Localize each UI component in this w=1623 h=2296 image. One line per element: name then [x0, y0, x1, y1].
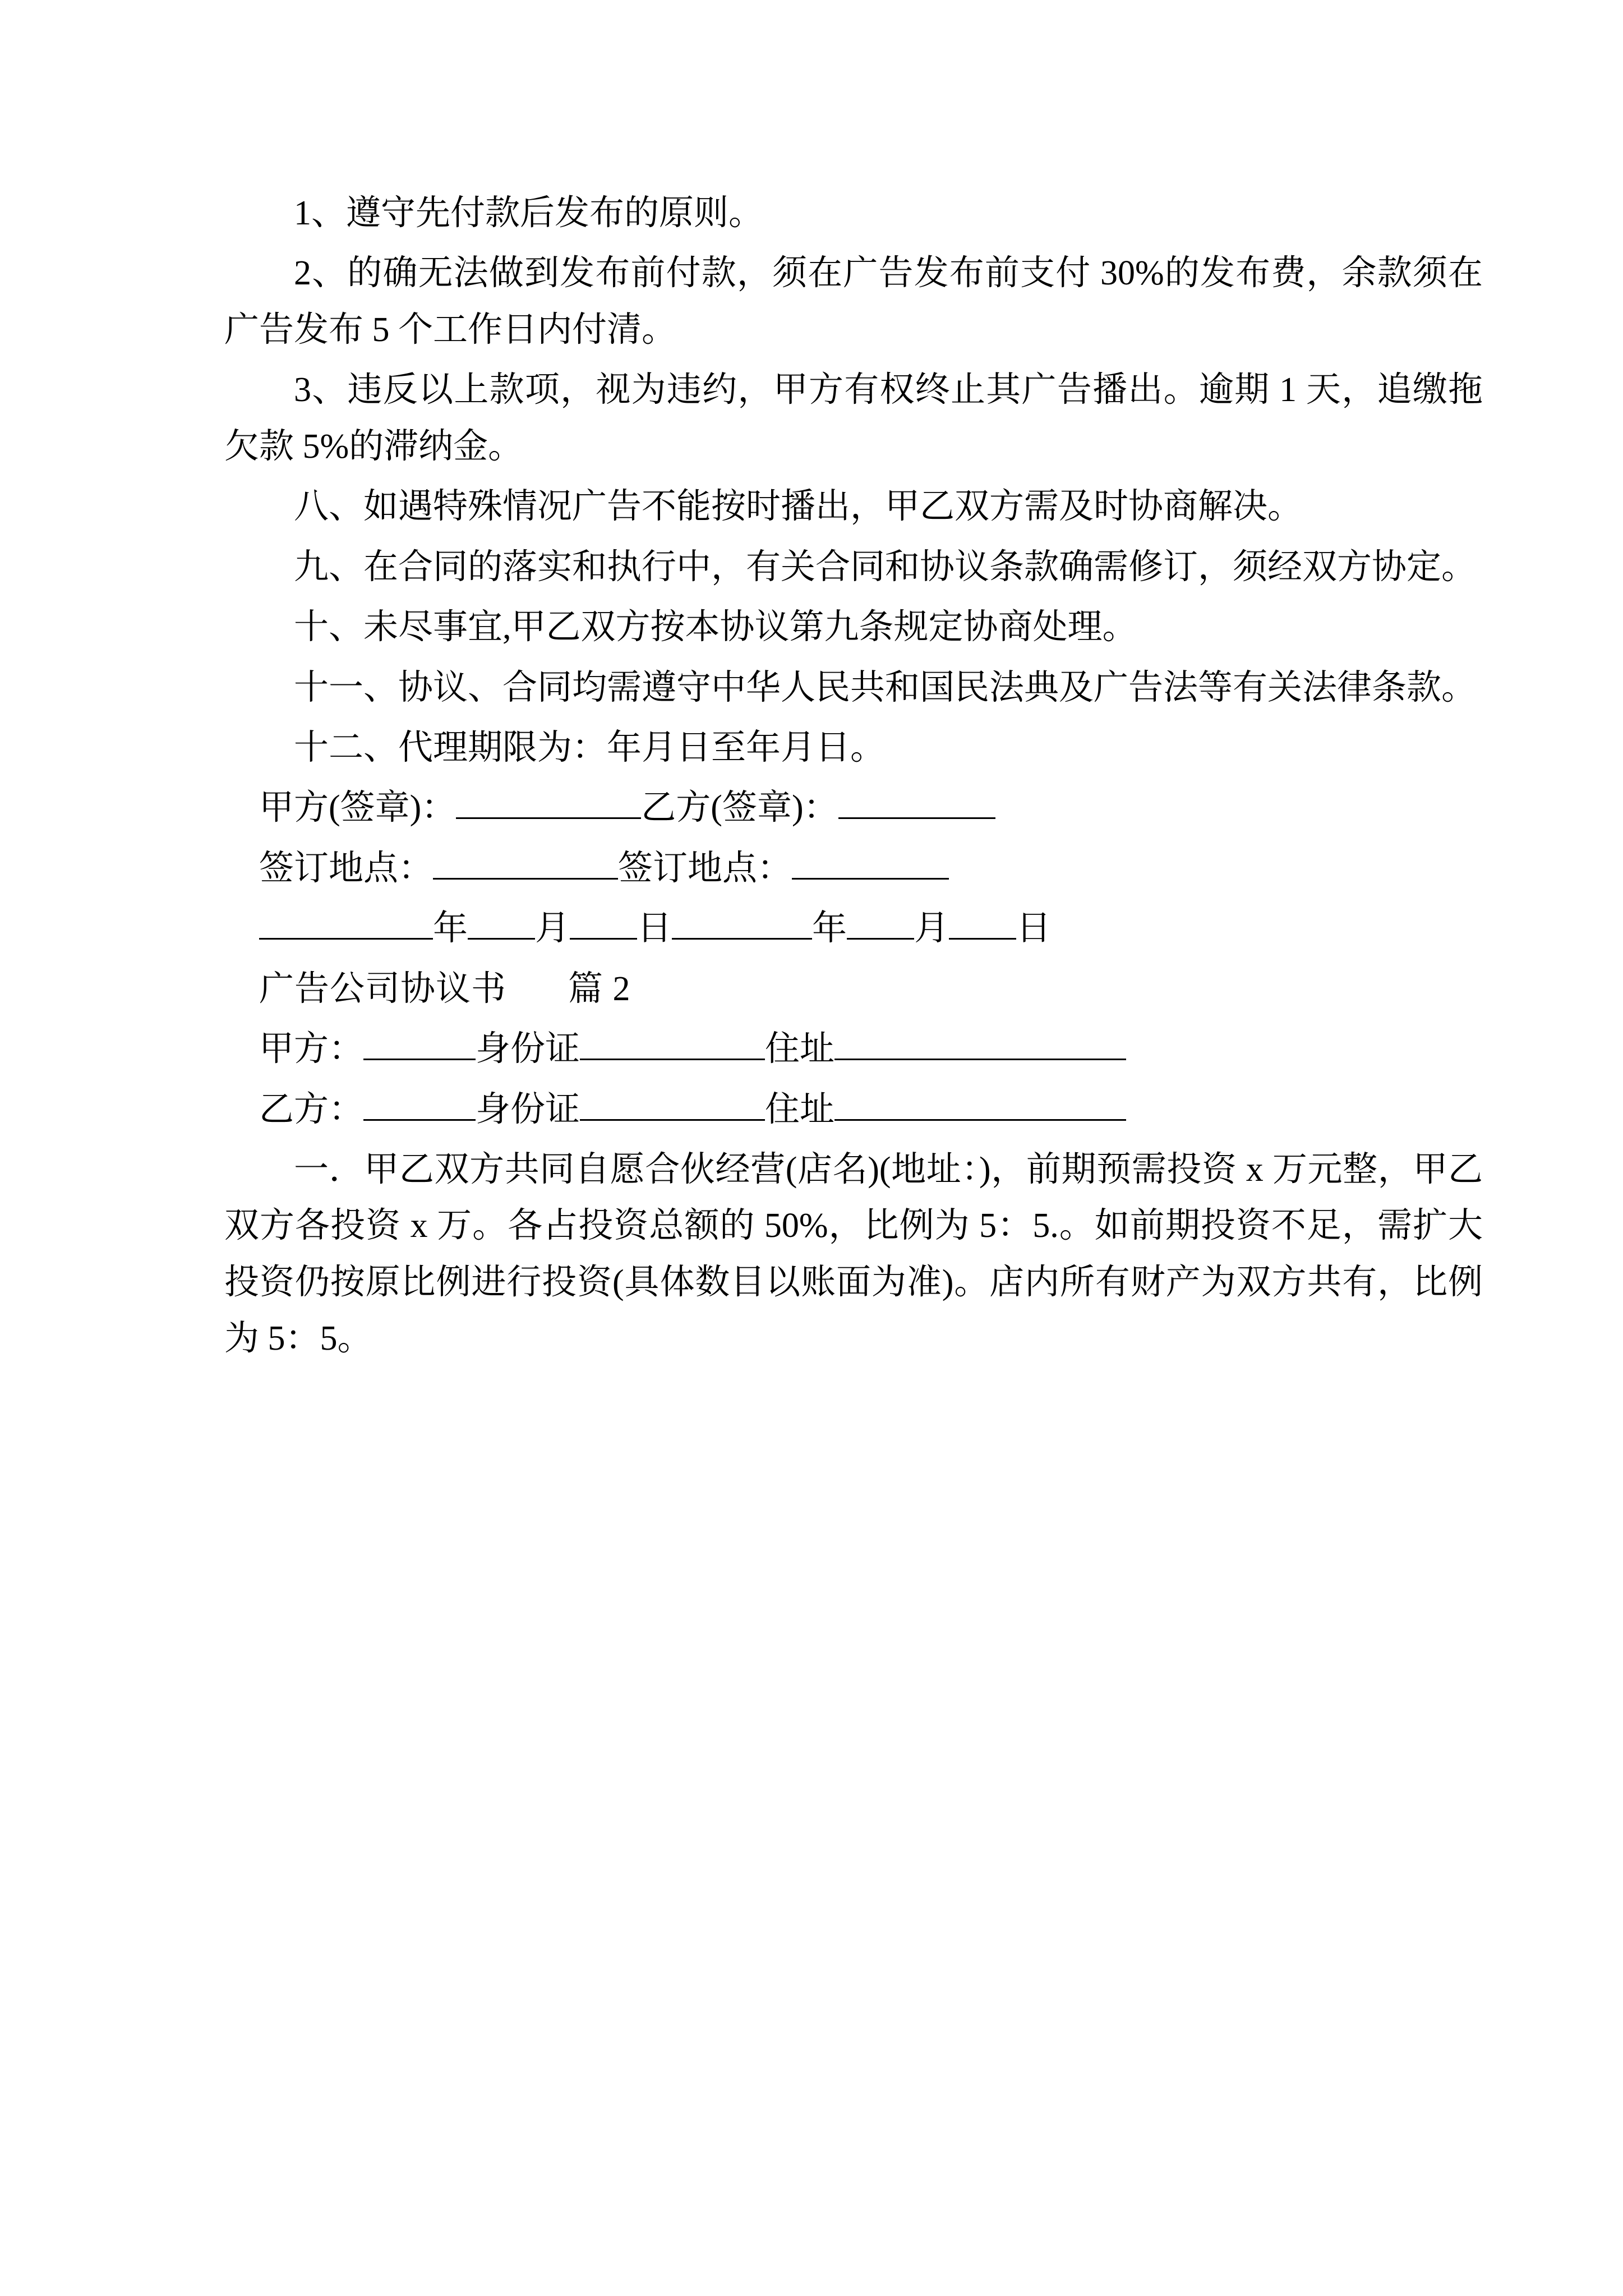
party-a-signature-label: 甲方(签章)： — [259, 789, 457, 827]
paragraph-3: 3、违反以上款项，视为违约，甲方有权终止其广告播出。逾期 1 天，追缴拖欠款 5%的滞纳金。 — [224, 371, 1483, 466]
paragraph-clause-9: 九、在合同的落实和执行中，有关合同和协议条款确需修订，须经双方协定。 — [294, 547, 1477, 586]
paragraph-clause-11: 十一、协议、合同均需遵守中华人民共和国民法典及广告法等有关法律条款。 — [294, 668, 1477, 707]
date-a-day-field[interactable] — [570, 938, 637, 940]
signature-place-line — [224, 840, 1483, 896]
party-b-signature-label: 乙方(签章)： — [641, 789, 838, 827]
paragraph-clause-10: 十、未尽事宜,甲乙双方按本协议第九条规定协商处理。 — [294, 608, 1137, 647]
signature-parties-line — [224, 780, 1483, 836]
place-a-field[interactable] — [433, 878, 618, 880]
date-a-day-label: 日 — [637, 909, 672, 948]
party-a-info-line — [224, 1021, 1483, 1077]
place-a-label: 签订地点： — [259, 849, 434, 887]
party-b-id-label: 身份证 — [476, 1090, 580, 1129]
party-b-name-field[interactable] — [363, 1119, 476, 1121]
party-a-id-label: 身份证 — [476, 1030, 580, 1069]
party-a-address-field[interactable] — [834, 1059, 1126, 1060]
party-a-name-field[interactable] — [363, 1059, 476, 1060]
paragraph-1: 1、遵守先付款后发布的原则。 — [294, 194, 764, 232]
document-body — [224, 185, 1483, 1367]
party-a-label: 甲方： — [259, 1030, 364, 1069]
section-title-text: 广告公司协议书 — [259, 969, 507, 1008]
date-a-month-field[interactable] — [468, 938, 535, 940]
party-b-label: 乙方： — [259, 1090, 364, 1129]
date-b-month-label: 月 — [914, 909, 949, 948]
party-b-address-label: 住址 — [765, 1090, 835, 1129]
place-b-field[interactable] — [792, 878, 949, 880]
paragraph-clause-12: 十二、代理期限为：年月日至年月日。 — [294, 728, 886, 767]
date-b-month-field[interactable] — [847, 938, 914, 940]
place-b-label: 签订地点： — [618, 849, 792, 887]
section-title-suffix: 篇 2 — [568, 969, 631, 1008]
signature-date-line — [224, 900, 1483, 956]
paragraph-clause-1-new: 一．甲乙双方共同自愿合伙经营(店名)(地址：)，前期预需投资 x 万元整，甲乙双方各投资 x 万。各占投资总额的 50%，比例为 5：5.。如前期投资不足，需扩大投资仍按原比例进行投资(具体数目以账面为准)。店内所有财产为双方共有，比例为 5：5。 — [224, 1151, 1483, 1358]
date-b-day-label: 日 — [1016, 909, 1052, 948]
party-a-signature-field[interactable] — [456, 817, 641, 819]
paragraph-2: 2、的确无法做到发布前付款，须在广告发布前支付 30%的发布费，余款须在广告发布 5 个工作日内付清。 — [224, 254, 1483, 349]
date-a-year-field[interactable] — [259, 938, 433, 940]
party-b-address-field[interactable] — [834, 1119, 1126, 1121]
date-b-year-field[interactable] — [672, 938, 812, 940]
section-title — [224, 961, 1483, 1017]
paragraph-clause-8: 八、如遇特殊情况广告不能按时播出，甲乙双方需及时协商解决。 — [294, 487, 1303, 526]
date-b-year-label: 年 — [812, 909, 847, 948]
party-a-address-label: 住址 — [765, 1030, 835, 1069]
party-b-id-field[interactable] — [580, 1119, 765, 1121]
party-b-signature-field[interactable] — [838, 817, 995, 819]
date-a-year-label: 年 — [433, 909, 468, 948]
party-a-id-field[interactable] — [580, 1059, 765, 1060]
date-b-day-field[interactable] — [949, 938, 1016, 940]
party-b-info-line — [224, 1082, 1483, 1138]
date-a-month-label: 月 — [535, 909, 570, 948]
